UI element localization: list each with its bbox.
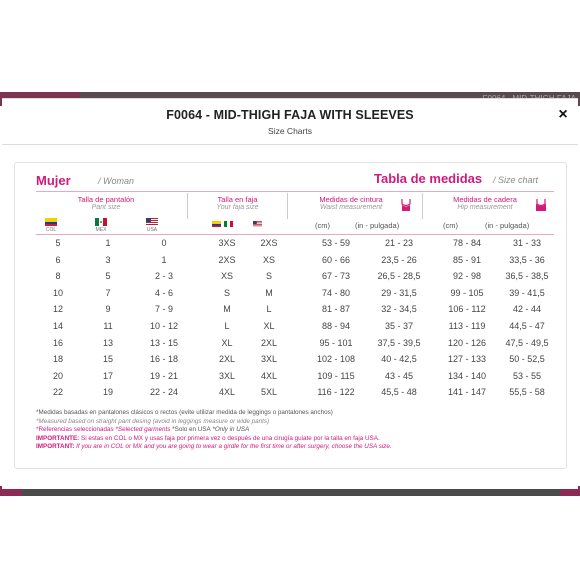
cell-faja-usa: 2XL xyxy=(260,337,277,348)
cell-hip-cm: 78 - 84 xyxy=(452,238,482,248)
cell-hip-cm: 134 - 140 xyxy=(447,370,487,381)
table-row xyxy=(36,351,554,368)
cell-usa: 13 - 15 xyxy=(149,337,179,348)
note-measure-en: *Measured based on straight pant desing (avoid in leggings measure or wide pants) xyxy=(36,417,270,425)
cell-mex: 3 xyxy=(105,254,111,265)
cell-col: 8 xyxy=(55,271,61,282)
mexico-flag-icon xyxy=(95,218,107,226)
cell-faja-col-mx: 3XL xyxy=(218,370,235,381)
table-row xyxy=(36,301,554,318)
cell-mex: 7 xyxy=(105,287,111,298)
table-row xyxy=(36,368,554,385)
cell-faja-usa: 5XL xyxy=(260,387,277,398)
cell-faja-usa: S xyxy=(265,271,272,282)
cell-waist-in: 37,5 - 39,5 xyxy=(377,337,421,348)
table-row xyxy=(36,335,554,352)
cell-waist-cm: 53 - 59 xyxy=(321,238,351,248)
note-usa-only-es: *Solo en USA xyxy=(170,426,211,434)
chart-notes xyxy=(36,409,561,452)
size-chart-modal xyxy=(2,98,578,489)
hip-cm-header: (cm) xyxy=(443,221,458,230)
note-important-es-label: IMPORTANTE: xyxy=(36,434,80,442)
chart-heading-tabla: Tabla de medidas xyxy=(374,171,483,186)
cell-hip-cm: 113 - 119 xyxy=(448,320,486,331)
cell-usa: 4 - 6 xyxy=(154,287,173,298)
hip-title: Medidas de cadera xyxy=(453,195,517,204)
hip-measure-icon xyxy=(534,198,548,212)
cell-hip-cm: 127 - 133 xyxy=(447,354,487,365)
cell-waist-cm: 60 - 66 xyxy=(321,254,351,265)
cell-col: 6 xyxy=(55,254,61,265)
cell-col: 10 xyxy=(52,287,63,298)
cell-waist-cm: 95 - 101 xyxy=(319,337,353,348)
cell-col: 12 xyxy=(52,304,63,315)
chart-heading-woman: / Woman xyxy=(98,176,135,186)
cell-faja-col-mx: L xyxy=(224,320,230,331)
note-important-es-text: Si estas en COL o MX y usas faja por primera vez o después de una cirugía guiate por la talla en faja USA. xyxy=(79,434,380,442)
cell-usa: 16 - 18 xyxy=(149,354,179,365)
note-measure-es: *Medidas basadas en pantalones clásicos o rectos (evite utilizar medida de leggings o pantalones anchos) xyxy=(36,409,333,416)
cell-hip-in: 42 - 44 xyxy=(512,304,542,315)
waist-measure-icon xyxy=(399,198,413,212)
cell-mex: 17 xyxy=(102,370,113,381)
cell-hip-in: 47,5 - 49,5 xyxy=(505,337,549,348)
cell-faja-col-mx: XL xyxy=(221,337,233,348)
cell-mex: 11 xyxy=(103,320,113,331)
cell-col: 22 xyxy=(52,387,63,398)
waist-subtitle: Waist measurement xyxy=(319,204,383,211)
cell-hip-in: 53 - 55 xyxy=(512,370,542,381)
cell-usa: 19 - 21 xyxy=(149,370,179,381)
cell-usa: 2 - 3 xyxy=(154,271,173,282)
header-rule xyxy=(36,191,554,192)
cell-faja-usa: L xyxy=(266,304,272,315)
cell-faja-usa: 2XS xyxy=(260,238,278,248)
cell-waist-in: 32 - 34,5 xyxy=(381,304,417,315)
flag-label-col: COL xyxy=(45,227,57,233)
usa-flag-icon xyxy=(253,221,262,227)
cell-col: 14 xyxy=(52,320,63,331)
close-button[interactable]: × xyxy=(558,106,568,123)
cell-hip-in: 39 - 41,5 xyxy=(509,287,545,298)
flag-label-usa: USA xyxy=(146,227,158,233)
note-references-es: *Referencias seleccionadas xyxy=(36,426,114,434)
cell-faja-col-mx: 2XL xyxy=(218,354,235,365)
cell-waist-cm: 102 - 108 xyxy=(316,354,356,365)
mexico-flag-icon xyxy=(224,221,233,227)
cell-mex: 1 xyxy=(105,238,111,248)
cell-faja-col-mx: M xyxy=(223,304,231,315)
cell-faja-usa: 4XL xyxy=(260,370,277,381)
cell-col: 16 xyxy=(52,337,63,348)
note-references xyxy=(36,426,561,435)
modal-header-divider xyxy=(2,144,578,145)
pant-size-title: Talla de pantalón xyxy=(77,195,135,204)
table-row xyxy=(36,384,554,401)
cell-faja-usa: XS xyxy=(262,254,275,265)
note-usa-only-en: *Only in USA xyxy=(210,426,250,434)
note-important-en xyxy=(36,443,561,452)
pant-size-subtitle: Pant size xyxy=(91,204,121,211)
column-separator xyxy=(187,193,188,219)
note-important-en-label: IMPORTANT: xyxy=(36,443,75,451)
cell-faja-usa: M xyxy=(265,287,273,298)
waist-group xyxy=(290,195,412,211)
waist-inch-header: (in - pulgada) xyxy=(355,221,400,230)
cell-waist-cm: 109 - 115 xyxy=(317,370,355,381)
cell-waist-in: 23,5 - 26 xyxy=(381,254,417,265)
table-row xyxy=(36,285,554,302)
cell-hip-in: 36,5 - 38,5 xyxy=(505,271,549,282)
table-row xyxy=(36,268,554,285)
table-row xyxy=(36,252,554,269)
size-chart-image xyxy=(14,162,567,469)
cell-usa: 22 - 24 xyxy=(149,387,179,398)
cell-hip-cm: 141 - 147 xyxy=(447,387,487,398)
faja-size-title: Talla en faja xyxy=(217,195,258,204)
cell-mex: 13 xyxy=(102,337,113,348)
cell-waist-cm: 116 - 122 xyxy=(317,387,355,398)
cell-waist-cm: 81 - 87 xyxy=(321,304,351,315)
cell-hip-cm: 106 - 112 xyxy=(448,304,486,315)
hip-group xyxy=(425,195,545,211)
cell-hip-cm: 85 - 91 xyxy=(452,254,482,265)
cell-waist-cm: 74 - 80 xyxy=(321,287,351,298)
table-row xyxy=(36,318,554,335)
cell-faja-usa: XL xyxy=(263,320,275,331)
cell-waist-in: 45,5 - 48 xyxy=(381,387,417,398)
cell-col: 5 xyxy=(55,238,61,248)
note-important-es xyxy=(36,435,561,444)
chart-heading-mujer: Mujer xyxy=(36,173,71,188)
modal-title: F0064 - MID-THIGH FAJA WITH SLEEVES xyxy=(166,108,414,122)
cell-faja-col-mx: S xyxy=(223,287,230,298)
chart-heading-size-chart: / Size chart xyxy=(493,175,539,185)
cell-hip-in: 55,5 - 58 xyxy=(509,387,545,398)
cell-usa: 7 - 9 xyxy=(154,304,173,315)
note-references-en: *Selected garments xyxy=(113,426,171,434)
column-separator xyxy=(422,193,423,219)
cell-faja-col-mx: 2XS xyxy=(218,254,236,265)
cell-hip-in: 50 - 52,5 xyxy=(509,354,545,365)
cell-hip-cm: 99 - 105 xyxy=(450,287,484,298)
cell-mex: 19 xyxy=(102,387,113,398)
cell-waist-in: 40 - 42,5 xyxy=(381,354,417,365)
colombia-flag-icon xyxy=(45,218,57,226)
cell-waist-in: 21 - 23 xyxy=(384,238,414,248)
cell-waist-in: 35 - 37 xyxy=(384,320,414,331)
cell-hip-cm: 120 - 126 xyxy=(447,337,487,348)
cell-usa: 1 xyxy=(161,254,167,265)
waist-cm-header: (cm) xyxy=(315,221,330,230)
table-row xyxy=(36,235,554,252)
cell-mex: 15 xyxy=(102,354,113,365)
flag-label-mex: MEX xyxy=(95,227,107,233)
cell-faja-col-mx: XS xyxy=(220,271,233,282)
cell-usa: 10 - 12 xyxy=(149,320,179,331)
cell-hip-in: 44,5 - 47 xyxy=(509,320,545,331)
column-separator xyxy=(287,193,288,219)
size-table-body xyxy=(36,235,554,401)
cell-waist-in: 29 - 31,5 xyxy=(381,287,417,298)
colombia-flag-icon xyxy=(212,221,221,227)
cell-hip-cm: 92 - 98 xyxy=(452,271,482,282)
cell-waist-in: 43 - 45 xyxy=(384,370,414,381)
cell-faja-usa: 3XL xyxy=(260,354,277,365)
cell-hip-in: 33,5 - 36 xyxy=(509,254,545,265)
hip-subtitle: Hip measurement xyxy=(457,204,513,211)
cell-hip-in: 31 - 33 xyxy=(512,238,542,248)
cell-waist-cm: 88 - 94 xyxy=(321,320,351,331)
modal-subtitle: Size Charts xyxy=(268,126,312,136)
waist-title: Medidas de cintura xyxy=(319,195,383,204)
note-important-en-text: If you are in COL or MX and you are going to wear a girdle for the first time or after surgery, choose the USA size. xyxy=(74,443,392,451)
cell-mex: 9 xyxy=(105,304,111,315)
cell-waist-cm: 67 - 73 xyxy=(321,271,351,282)
hip-inch-header: (in - pulgada) xyxy=(485,221,530,230)
cell-faja-col-mx: 4XL xyxy=(218,387,235,398)
faja-size-group xyxy=(190,195,285,211)
usa-flag-icon xyxy=(146,218,158,226)
faja-size-subtitle: Your faja size xyxy=(216,204,259,211)
cell-col: 18 xyxy=(52,354,63,365)
background-page-top xyxy=(0,0,580,92)
cell-col: 20 xyxy=(52,370,63,381)
cell-waist-in: 26,5 - 28,5 xyxy=(377,271,421,282)
pant-size-group xyxy=(41,195,171,211)
cell-usa: 0 xyxy=(161,238,167,248)
cell-faja-col-mx: 3XS xyxy=(218,238,236,248)
cell-mex: 5 xyxy=(105,271,111,282)
